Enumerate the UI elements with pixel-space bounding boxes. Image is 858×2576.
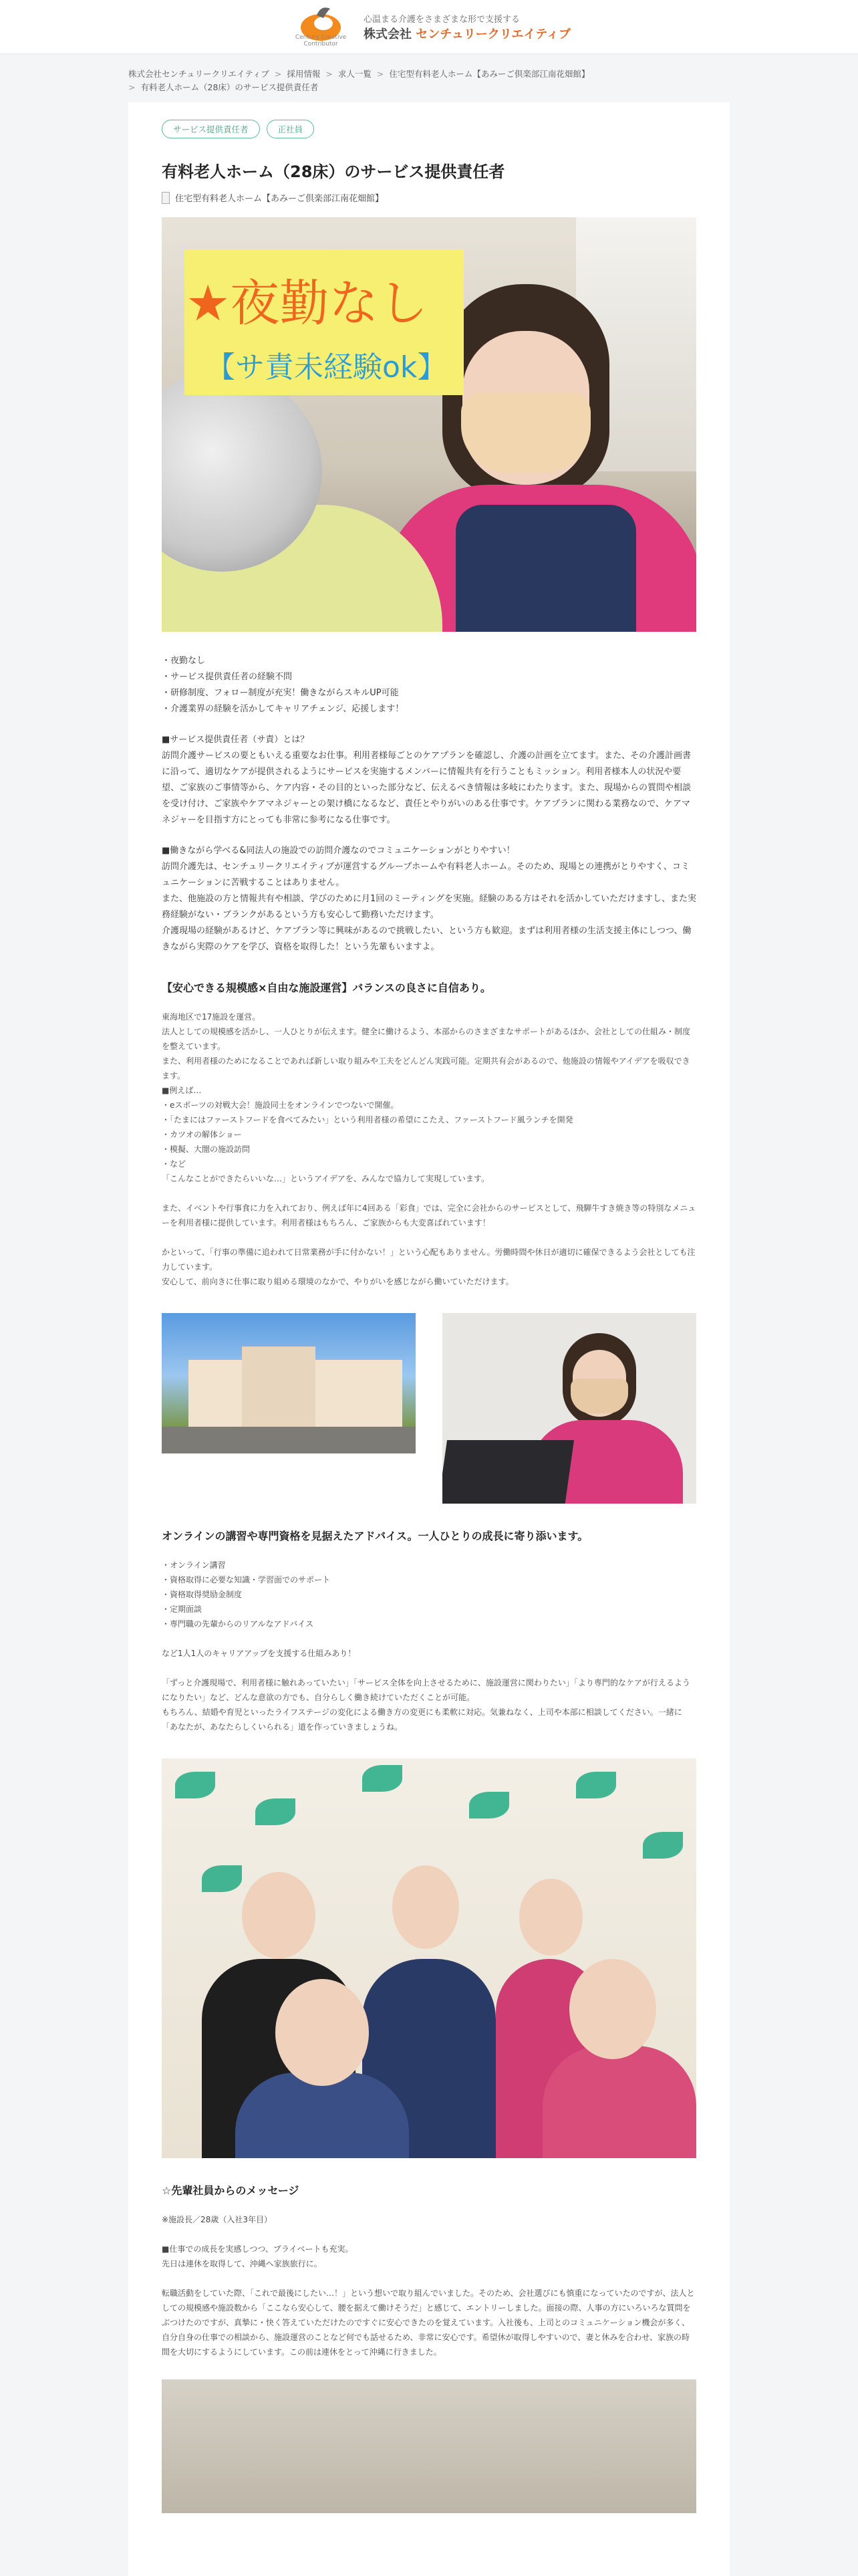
message-section	[162, 2212, 696, 2359]
breadcrumb-item-facility[interactable]: 住宅型有料老人ホーム【あみーご倶楽部江南花畑館】	[389, 69, 590, 79]
job-detail-card	[128, 102, 730, 2576]
leaf-decoration	[202, 1865, 242, 1892]
team-body-3: 介護現場の経験があるけど、ケアプラン等に興味があるので挑戦したい、という方も歓迎。まずは利用者様の生活支援主体にしつつ、働きながら実際のケアを学び、資格を取得した！という先輩もいますよ。	[162, 926, 692, 952]
message-photo	[162, 2379, 696, 2513]
message-profile: ※施設長／28歳（入社3年目）	[162, 2215, 272, 2224]
facility-exterior-photo	[162, 1313, 416, 1453]
carer-mask	[461, 392, 591, 473]
hero-image	[162, 217, 696, 632]
career-section	[162, 1558, 696, 1734]
role-body: 訪問介護サービスの要ともいえる重要なお仕事。利用者様毎ごとのケアプランを確認し、介護の計画を立てます。また、その介護計画書に沿って、適切なケアが提供されるようにサービスを実施するメンバーに情報共有を行うこともミッション。利用者様本人の状況や要望、ご家族のご事情等から、ケア内容・その目的といった部分など、伝えるべき情報は多岐にわたります。また、現場からの質問や相談を受け付け、ご家族やケアマネジャーとの架け橋になるなど、責任とやりがいのある仕事です。ケアプランに関わる業務なので、ケアマネジャーを目指す方にとっても非常に参考になる仕事です。	[162, 751, 691, 825]
career-note: など1人1人のキャリアアップを支援する仕組みあり！	[162, 1649, 356, 1658]
team-heading: ■働きながら学べる&同法人の施設での訪問介護なのでコミュニケーションがとりやすい！	[162, 846, 515, 856]
intro-bullet: ・介護業界の経験を活かしてキャリアチェンジ、応援します！	[162, 704, 404, 714]
intro-bullet: ・サービス提供責任者の経験不問	[162, 672, 293, 682]
leaf-decoration	[175, 1772, 215, 1798]
company-line: 法人としての規模感を活かし、一人ひとりが伝えます。健全に働けるよう、本部からのさまざまなサポートがあるほか、会社としての仕組み・制度を整えています。	[162, 1027, 691, 1051]
team-group-photo	[162, 1758, 696, 2158]
laptop-shape	[442, 1440, 574, 1504]
message-heading: ☆先輩社員からのメッセージ	[162, 2184, 299, 2197]
leaf-decoration	[469, 1792, 509, 1819]
company-line: ・「たまにはファーストフードを食べてみたい」という利用者様の希望にこたえ、ファーストフード風ランチを開発	[162, 1115, 573, 1125]
breadcrumb-item-current: 有料老人ホーム（28床）のサービス提供責任者	[140, 82, 319, 92]
breadcrumb-separator: >	[128, 82, 136, 92]
breadcrumb-item-job-list[interactable]: 求人一覧	[337, 69, 372, 79]
staff-mask	[571, 1379, 628, 1413]
person-head	[519, 1879, 583, 1956]
career-line: 「ずっと介護現場で、利用者様に触れあっていたい」「サービス全体を向上させるために、施設運営に関わりたい」「より専門的なケアが行えるようになりたい」など、どんな意欲の方でも、自分らしく働き続けていただくことが可能。	[162, 1678, 690, 1702]
job-tags	[162, 120, 696, 138]
message-subheading-2: 先日は連休を取得して、沖縄へ家族旅行に。	[162, 2259, 322, 2268]
career-bullet: ・資格取得に必要な知識・学習面でのサポート	[162, 1575, 331, 1585]
breadcrumb-separator: >	[274, 69, 282, 79]
company-logo[interactable]	[287, 3, 571, 50]
company-heading: 【安心できる規模感×自由な施設運営】バランスの良さに自信あり。	[162, 981, 491, 994]
team-body-1: 訪問介護先は、センチュリークリエイティブが運営するグループホームや有料老人ホーム。そのため、現場との連携がとりやすく、コミュニケーションに苦戦することはありません。	[162, 862, 690, 888]
leaf-decoration	[643, 1832, 683, 1859]
company-line: ・など	[162, 1159, 186, 1169]
carer-apron	[456, 505, 636, 632]
company-line: 「こんなことができたらいいな…」というアイデアを、みんなで協力して実現しています。	[162, 1174, 489, 1183]
logo-mark	[287, 3, 354, 50]
company-line: ■例えば…	[162, 1086, 202, 1095]
person-head	[569, 1959, 656, 2059]
career-heading: オンラインの講習や専門資格を見据えたアドバイス。一人ひとりの成長に寄り添います。	[162, 1530, 589, 1542]
intro-bullet: ・研修制度、フォロー制度が充実！働きながらスキルUP可能	[162, 688, 399, 698]
logo-company-name	[364, 25, 571, 42]
tag-service-manager[interactable]: サービス提供責任者	[162, 120, 260, 138]
hero-caption-no-experience: 【サ責未経験ok】	[206, 350, 447, 384]
career-bullet: ・資格取得奨励金制度	[162, 1590, 243, 1599]
breadcrumb-separator: >	[325, 69, 333, 79]
person-body	[543, 2046, 696, 2158]
site-header	[0, 0, 858, 54]
company-line: ・模擬、大闇の施設訪問	[162, 1145, 251, 1154]
leaf-decoration	[362, 1765, 402, 1792]
company-line: ・カツオの解体ショー	[162, 1130, 242, 1139]
career-bullet: ・オンライン講習	[162, 1560, 226, 1570]
company-line: ・eスポーツの対戦大会！施設同士をオンラインでつないで開催。	[162, 1100, 399, 1110]
logo-subtext: Century Creative Contributor	[295, 34, 347, 47]
logo-tagline: 心温まる介護をさまざまな形で支援する	[364, 14, 521, 25]
role-heading: ■サービス提供責任者（サ責）とは？	[162, 735, 309, 745]
career-bullet: ・専門職の先輩からのリアルなアドバイス	[162, 1619, 314, 1629]
company-line: 安心して、前向きに仕事に取り組める環境のなかで、やりがいを感じながら働いていただけます。	[162, 1277, 514, 1286]
road-shape	[162, 1427, 416, 1453]
breadcrumb-separator: >	[376, 69, 384, 79]
facility-name: 住宅型有料老人ホーム【あみーご倶楽部江南花畑館】	[175, 194, 384, 204]
breadcrumb-item-recruit[interactable]: 採用情報	[287, 69, 321, 79]
career-bullet: ・定期面談	[162, 1605, 202, 1614]
company-brand: センチュリークリエイティブ	[416, 27, 571, 41]
career-line: もちろん、結婚や育児といったライフステージの変化による働き方の変更にも柔軟に対応。気兼ねなく、上司や本部に相談してください。一緒に「あなたが、あなたらしくいられる」道を作っていきましょうね。	[162, 1708, 682, 1732]
photo-pair	[162, 1313, 696, 1504]
company-prefix: 株式会社	[364, 27, 416, 41]
company-line: また、利用者様のためになることであれば新しい取り組みや工夫をどんどん実践可能。定期共有会があるので、他施設の情報やアイデアを吸収できます。	[162, 1056, 690, 1080]
message-body: 転職活動をしていた際、「これで最後にしたい…！」という想いで取り組んでいました。そのため、会社選びにも慎重になっていたのですが、法人としての規模感や施設数から「ここなら安心して、腰を据えて働けそうだ」と感じて、エントリーしました。面接の際、人事の方にいろいろな質問をぶつけたのですが、真摯に・快く答えていただけたのですぐに安心できたのを覚えています。入社後も、上司とのコミュニケーション機会が多く、自分自身の仕事での相談から、施設運営のことなど何でも話せるため、非常に安心です。希望休が取得しやすいので、妻と休みを合わせ、家族の時間を大切にするようにしています。この前は連休をとって沖縄に行きました。	[162, 2289, 695, 2357]
person-head	[275, 1979, 369, 2086]
leaf-decoration	[576, 1772, 616, 1798]
tag-full-time[interactable]: 正社員	[267, 120, 315, 138]
breadcrumb-item-company[interactable]: 株式会社センチュリークリエイティブ	[128, 69, 269, 79]
team-body-2: また、他施設の方と情報共有や相談、学びのために月1回のミーティングを実施。経験のある方はそれを活かしていただけますし、また実務経験がない・ブランクがあるという方も安心して勤務いただけます。	[162, 894, 696, 920]
company-line: かといって、「行事の準備に追われて日常業務が手に付かない！」という心配もありません。労働時間や休日が適切に確保できるよう会社としても注力しています。	[162, 1248, 696, 1272]
intro-bullet: ・夜勤なし	[162, 656, 206, 666]
staff-laptop-photo	[442, 1313, 696, 1504]
job-title: 有料老人ホーム（28床）のサービス提供責任者	[162, 162, 505, 181]
hero-caption-no-night-shift: ★夜勤なし	[186, 275, 428, 332]
message-subheading: ■仕事での成長を実感しつつ、プライベートも充実。	[162, 2244, 353, 2254]
intro-section	[162, 653, 696, 955]
person-head	[392, 1865, 459, 1949]
company-line: また、イベントや行事食に力を入れており、例えば年に4回ある「彩食」では、完全に会社からのサービスとして、飛騨牛すき焼き等の特別なメニューを利用者様に提供しています。利用者様はもちろん、ご家族からも大変喜ばれています！	[162, 1203, 696, 1227]
facility-link[interactable]	[162, 191, 696, 204]
breadcrumb	[128, 68, 636, 94]
building-icon	[162, 192, 170, 204]
company-section	[162, 1010, 696, 1289]
person-head	[242, 1872, 315, 1959]
company-line: 東海地区で17施設を運営。	[162, 1012, 261, 1022]
leaf-decoration	[255, 1798, 295, 1825]
